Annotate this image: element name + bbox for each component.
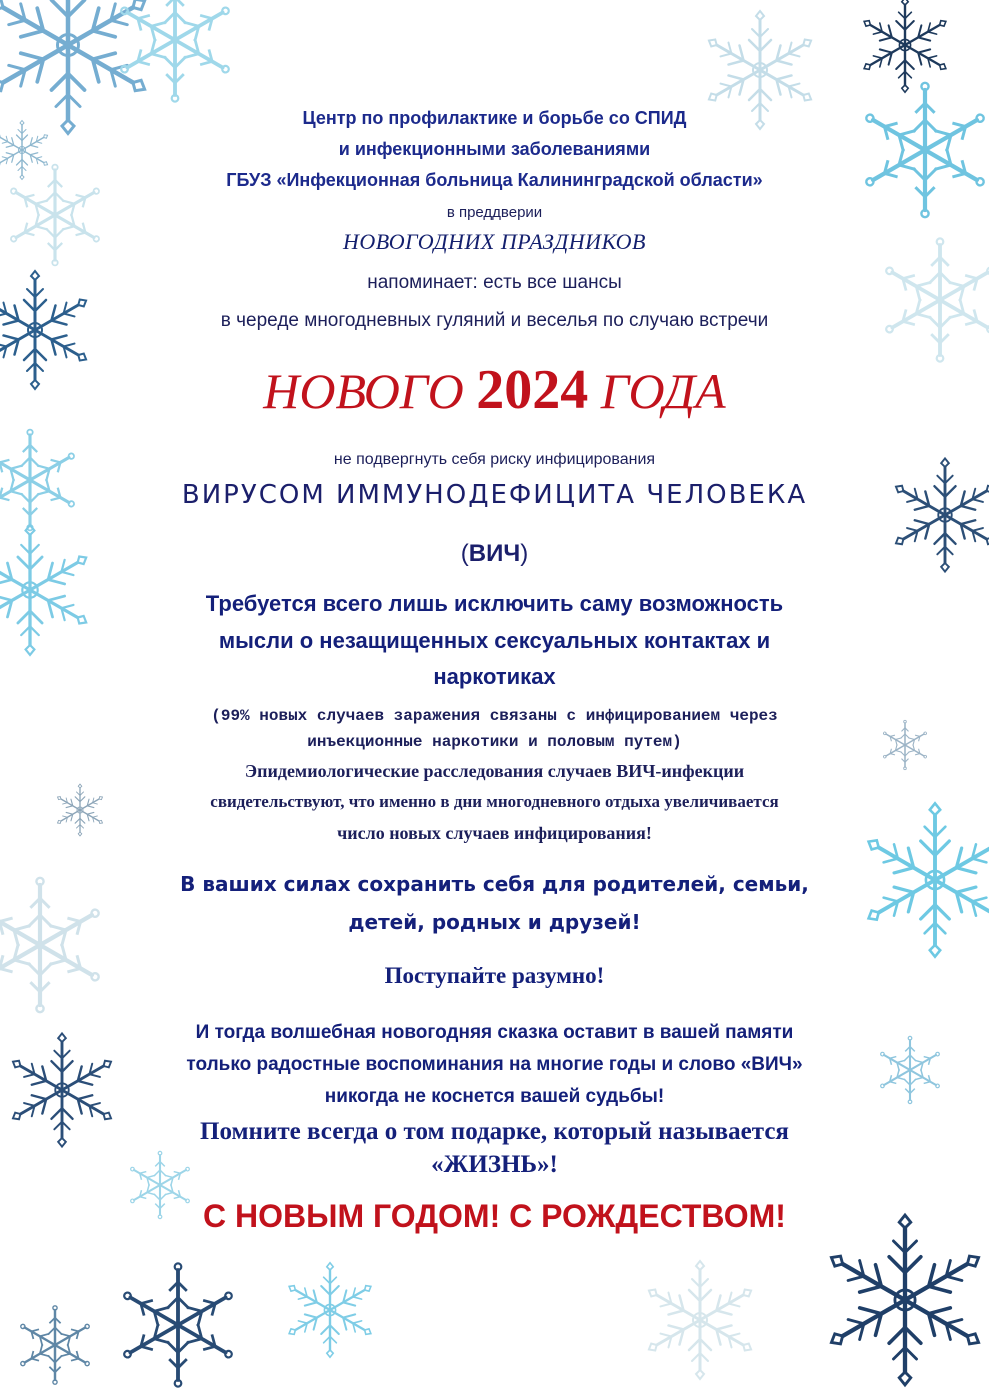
requirement-line-2: мысли о незащищенных сексуальных контактах и (218, 628, 771, 653)
statistic-line-1: (99% новых случаев заражения связаны с инфицированием через (211, 707, 778, 725)
paren-close: ) (520, 540, 529, 567)
snowflake (881, 238, 989, 361)
requirement-line-3: наркотиках (433, 664, 556, 689)
epidemiology-line-2: свидетельствуют, что именно в дни многодневного отдыха увеличивается (210, 792, 779, 811)
gift-line-1: Помните всегда о том подарке, который называется (200, 1118, 789, 1145)
org-line-1: Центр по профилактике и борьбе со СПИД (302, 108, 687, 128)
tale-line-3: никогда не коснется вашей судьбы! (324, 1086, 665, 1107)
gift-line-2: «ЖИЗНЬ»! (431, 1151, 558, 1178)
snowflake (643, 1261, 756, 1379)
paren-open: ( (460, 540, 469, 567)
snowflake (0, 878, 104, 1012)
org-line-3: ГБУЗ «Инфекционная больница Калининградской области» (226, 170, 763, 190)
epidemiology-line-3: число новых случаев инфицирования! (337, 823, 652, 843)
hiv-abbr (0, 540, 989, 568)
greeting: С НОВЫМ ГОДОМ! С РОЖДЕСТВОМ! (203, 1198, 786, 1234)
eve-text: в преддверии (446, 204, 543, 221)
year-heading (0, 358, 989, 422)
virus-title: ВИРУСОМ ИММУНОДЕФИЦИТА ЧЕЛОВЕКА (181, 480, 808, 510)
epidemiology-line-1: Эпидемиологические расследования случаев ВИЧ-инфекции (244, 761, 745, 781)
year-word-1: НОВОГО (263, 363, 464, 419)
snowflake (18, 1306, 93, 1384)
risk-text: не подвергнуть себя риску инфицирования (333, 451, 656, 468)
tale-line-1: И тогда волшебная новогодняя сказка оставит в вашей памяти (195, 1022, 794, 1043)
snowflake (119, 1263, 237, 1386)
org-line-2: и инфекционными заболеваниями (338, 139, 651, 159)
requirement-line-1: Требуется всего лишь исключить саму возможность (205, 591, 784, 616)
snowflake (285, 1263, 376, 1357)
snowflake (860, 0, 951, 92)
hiv-abbr-text: ВИЧ (468, 540, 521, 567)
year-number: 2024 (476, 359, 589, 421)
power-line-1: В ваших силах сохранить себя для родителей, семьи, (180, 872, 809, 896)
tale-line-2: только радостные воспоминания на многие годы и слово «ВИЧ» (186, 1054, 803, 1075)
holidays-title: НОВОГОДНИХ ПРАЗДНИКОВ (343, 229, 646, 254)
series-text: в череде многодневных гуляний и веселья по случаю встречи (220, 310, 769, 331)
reminds-text: напоминает: есть все шансы (367, 272, 622, 293)
statistic-line-2: инъекционные наркотики и половым путем) (307, 733, 682, 751)
wise-text: Поступайте разумно! (384, 963, 605, 988)
snowflake (824, 1215, 987, 1385)
power-line-2: детей, родных и друзей! (348, 910, 641, 934)
year-word-2: ГОДА (600, 363, 726, 419)
